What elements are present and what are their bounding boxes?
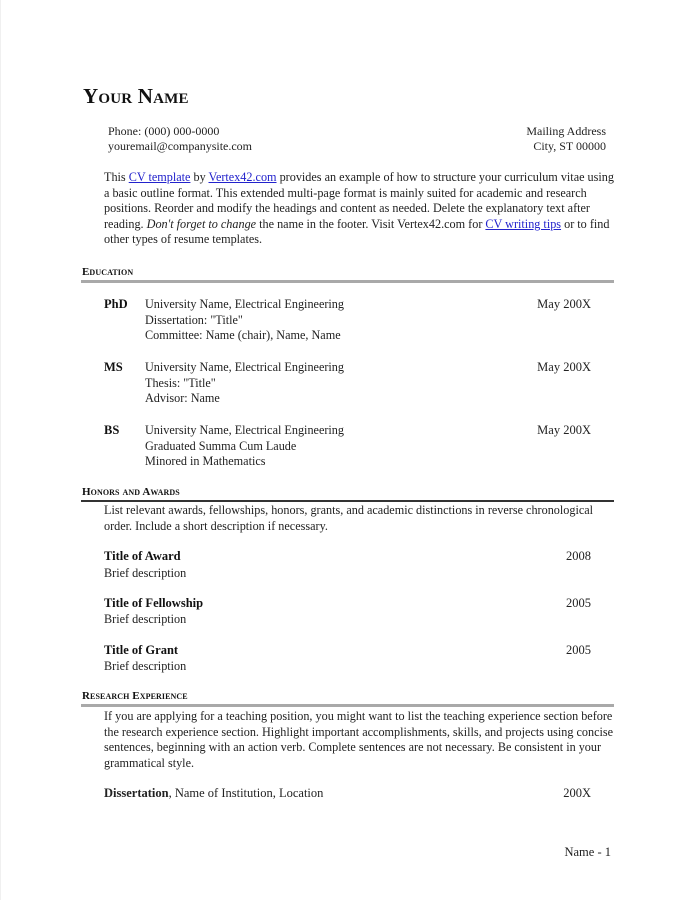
intro-text-5: or to find other types of resume templates.	[104, 216, 610, 247]
contact-left	[108, 124, 252, 154]
intro-text-1: This	[104, 170, 129, 184]
degree-date: May 200X	[537, 423, 591, 437]
research-entry-line	[104, 786, 323, 801]
honor-title: Title of Grant	[104, 643, 179, 657]
honor-title: Title of Award	[104, 549, 181, 563]
degree-line: Minored in Mathematics	[145, 454, 266, 469]
degree-details	[145, 360, 344, 407]
degree-label: MS	[104, 360, 123, 374]
degree-line: Advisor: Name	[145, 391, 220, 406]
degree-date: May 200X	[537, 297, 591, 311]
research-rule	[81, 704, 614, 707]
intro-italic: Don't forget to change	[146, 216, 257, 231]
honor-year: 2005	[566, 643, 591, 657]
research-description: If you are applying for a teaching position, you might want to list the teaching experience section before the research experience section. Highlight important accomplishments, skills, and projects using concise sentences, beginning with an action verb. Complete sentences are not necessary. Be consistent in your grammatical style.	[104, 709, 614, 770]
degree-details	[145, 297, 344, 344]
degree-label: BS	[104, 423, 120, 437]
research-entry-year: 200X	[563, 786, 591, 800]
honors-heading: Honors and Awards	[82, 486, 180, 498]
intro-paragraph	[104, 170, 614, 248]
degree-line: Committee: Name (chair), Name, Name	[145, 328, 341, 343]
degree-line: Graduated Summa Cum Laude	[145, 438, 297, 453]
contact-right	[526, 124, 606, 154]
intro-text-4: the name in the footer. Visit Vertex42.com for	[256, 216, 486, 231]
address-line1: Mailing Address	[526, 124, 606, 138]
education-rule	[81, 280, 614, 283]
honor-desc: Brief description	[104, 612, 187, 626]
cv-writing-tips-link[interactable]: CV writing tips	[485, 216, 562, 231]
vertex42-link[interactable]: Vertex42.com	[208, 170, 277, 184]
honor-year: 2008	[566, 549, 591, 563]
intro-text-2: by	[190, 170, 209, 184]
honors-rule	[81, 500, 614, 502]
address-line2: City, ST 00000	[533, 139, 606, 153]
degree-line: University Name, Electrical Engineering	[145, 423, 344, 437]
research-entry-rest: , Name of Institution, Location	[168, 786, 324, 800]
honor-title: Title of Fellowship	[104, 596, 204, 610]
research-heading: Research Experience	[82, 690, 188, 702]
education-heading: Education	[82, 266, 134, 278]
intro-text-3: provides an example of how to structure your curriculum vitae using a basic outline format. This extended multi-page format is mainly suited for academic and research positions. Reorder and modify the headings and content as needed. Delete the explanatory text after reading.	[104, 170, 614, 231]
research-entry-title: Dissertation	[104, 786, 169, 800]
cv-name-title: Your Name	[83, 84, 189, 108]
page-footer: Name - 1	[564, 845, 611, 859]
degree-label: PhD	[104, 297, 128, 311]
honor-desc: Brief description	[104, 566, 187, 580]
degree-line: University Name, Electrical Engineering	[145, 360, 344, 374]
degree-details	[145, 423, 344, 470]
degree-line: Dissertation: "Title"	[145, 312, 243, 327]
email-text: youremail@companysite.com	[108, 139, 253, 153]
honor-year: 2005	[566, 596, 591, 610]
honors-description: List relevant awards, fellowships, honors, grants, and academic distinctions in reverse chronological order. Include a short description if necessary.	[104, 503, 594, 533]
phone-text: Phone: (000) 000-0000	[108, 124, 220, 138]
degree-date: May 200X	[537, 360, 591, 374]
honor-desc: Brief description	[104, 659, 187, 673]
cv-template-link[interactable]: CV template	[128, 170, 191, 184]
degree-line: Thesis: "Title"	[145, 375, 216, 390]
degree-line: University Name, Electrical Engineering	[145, 297, 344, 311]
